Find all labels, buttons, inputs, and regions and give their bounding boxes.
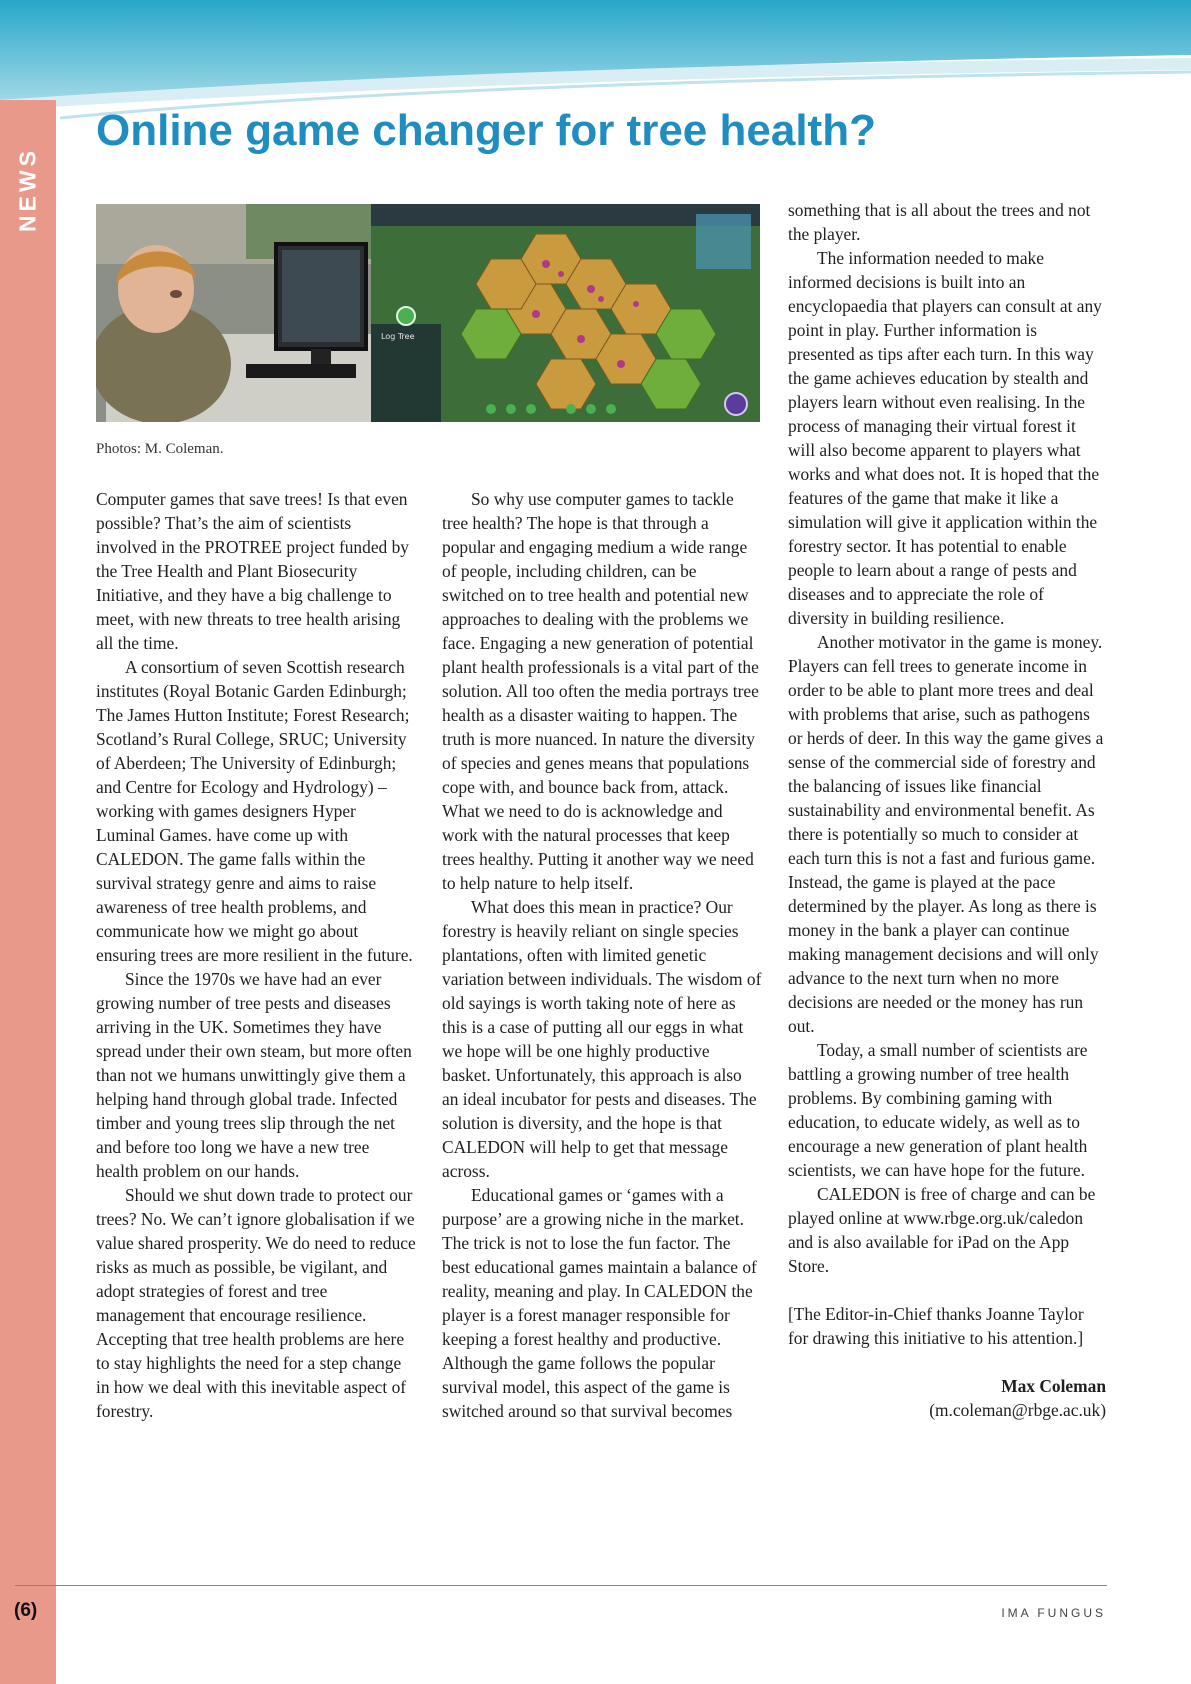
author-name: Max Coleman xyxy=(1001,1376,1106,1396)
journal-name: IMA FUNGUS xyxy=(1001,1606,1106,1620)
photo-illustration xyxy=(96,204,760,422)
paragraph: A consortium of seven Scottish research institutes (Royal Botanic Garden Edinburgh; The James Hutton Institute; Forest Research; Scotland’s Rural College, SRUC; University of Aberdeen; The University of Edinburgh; and Centre for Ecology and Hydrology) – working with games designers Hyper Luminal Games. have come up with CALEDON. The game falls within the survival strategy genre and aims to raise awareness of tree health problems, and communicate how we might go about ensuring trees are more resilient in the future. xyxy=(96,657,413,965)
paragraph: Since the 1970s we have had an ever growing number of tree pests and diseases arriving in the UK. Sometimes they have spread under their own steam, but more often than not we humans unwittingly give them a helping hand through global trade. Infected timber and young trees slip through the net and before too long we have a new tree health problem on our hands. xyxy=(96,969,412,1181)
editor-note: [The Editor-in-Chief thanks Joanne Taylor for drawing this initiative to his attention.] xyxy=(788,1304,1084,1348)
section-label: NEWS xyxy=(14,147,41,233)
photo-caption: Photos: M. Coleman. xyxy=(96,441,224,457)
game-panel-label: Log Tree xyxy=(381,332,415,341)
paragraph: Today, a small number of scientists are battling a growing number of tree health problems. By combining gaming with education, to educate widely, as well as to encourage a new generation of plant health scientists, we can have hope for the future. xyxy=(788,1040,1088,1180)
paragraph: So why use computer games to tackle tree health? The hope is that through a popular and engaging medium a wide range of people, including children, can be switched on to tree health and potential new approaches to dealing with the problems we face. Engaging a new generation of potential plant health professionals is a vital part of the solution. All too often the media portrays tree health as a disaster waiting to happen. The truth is more nuanced. In nature the diversity of species and genes means that populations cope with, and bounce back from, attack. What we need to do is acknowledge and work with the natural processes that keep trees healthy. Putting it another way we need to help nature to help itself. xyxy=(442,489,759,893)
paragraph: something that is all about the trees and not the player. xyxy=(788,200,1091,244)
footer-divider xyxy=(15,1585,1107,1586)
paragraph: CALEDON is free of charge and can be played online at www.rbge.org.uk/caledon and is also available for iPad on the App Store. xyxy=(788,1184,1096,1276)
article-photo xyxy=(96,204,760,422)
paragraph: Educational games or ‘games with a purpose’ are a growing niche in the market. The trick is not to lose the fun factor. The best educational games maintain a balance of reality, meaning and play. In CALEDON the player is a forest manager responsible for keeping a forest healthy and productive. Although the game follows the popular survival model, this aspect of the game is switched around so that survival becomes xyxy=(442,1185,757,1421)
article-title: Online game changer for tree health? xyxy=(96,106,876,155)
page-number: (6) xyxy=(14,1600,38,1621)
body-column-3 xyxy=(788,198,1106,1422)
body-column-2 xyxy=(442,487,762,1423)
body-column-1 xyxy=(96,487,416,1423)
paragraph: Should we shut down trade to protect our trees? No. We can’t ignore globalisation if we value shared prosperity. We do need to reduce risks as much as possible, be vigilant, and adopt strategies of forest and tree management that encourage resilience. Accepting that tree health problems are here to stay highlights the need for a step change in how we deal with this inevitable aspect of forestry. xyxy=(96,1185,416,1421)
author-signature xyxy=(788,1374,1106,1422)
paragraph: What does this mean in practice? Our forestry is heavily reliant on single species plantations, often with limited genetic variation between individuals. The wisdom of old sayings is worth taking note of here as this is a case of putting all our eggs in what we hope will be one highly productive basket. Unfortunately, this approach is also an ideal incubator for pests and diseases. The solution is diversity, and the hope is that CALEDON will help to get that message across. xyxy=(442,897,762,1181)
side-color-bar xyxy=(0,100,56,1684)
paragraph: Computer games that save trees! Is that even possible? That’s the aim of scientists involved in the PROTREE project funded by the Tree Health and Plant Biosecurity Initiative, and they have a big challenge to meet, with new threats to tree health arising all the time. xyxy=(96,489,409,653)
paragraph: The information needed to make informed decisions is built into an encyclopaedia that players can consult at any point in play. Further information is presented as tips after each turn. In this way the game achieves education by stealth and players learn without even realising. In the process of managing their virtual forest it will also become apparent to players what works and what does not. It is hoped that the features of the game that make it like a simulation will give it application within the forestry sector. It has potential to enable people to learn about a range of pests and diseases and to appreciate the role of diversity in building resilience. xyxy=(788,248,1102,628)
paragraph: Another motivator in the game is money. Players can fell trees to generate income in order to be able to plant more trees and deal with problems that arise, such as pathogens or herds of deer. In this way the game gives a sense of the commercial side of forestry and the balancing of issues like financial sustainability and environmental benefit. As there is potentially so much to consider at each turn this is not a fast and furious game. Instead, the game is played at the pace determined by the player. As long as there is money in the bank a player can continue making management decisions and will only advance to the next turn when no more decisions are needed or the money has run out. xyxy=(788,632,1104,1036)
author-email: (m.coleman@rbge.ac.uk) xyxy=(929,1400,1106,1420)
